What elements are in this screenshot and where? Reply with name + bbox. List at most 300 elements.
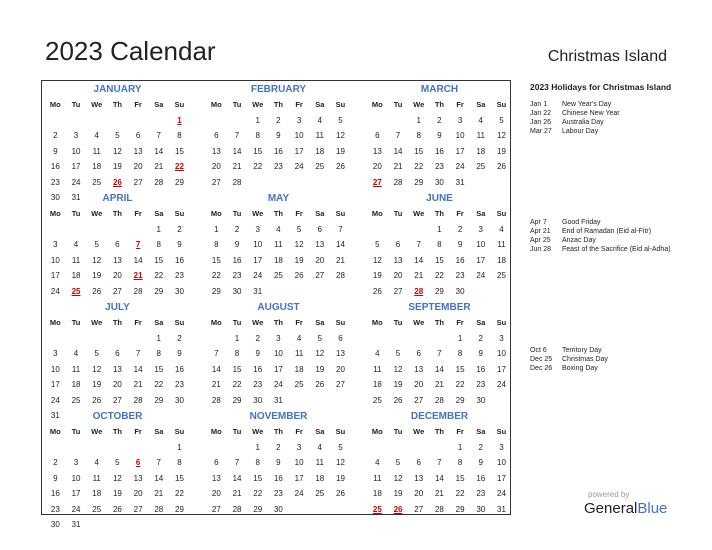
weekday-label: We — [413, 318, 425, 328]
day-cell: 17 — [455, 146, 465, 156]
day-cell: 25 — [294, 380, 304, 390]
day-cell: 9 — [437, 131, 442, 141]
month-september — [367, 301, 512, 408]
month-name: FEBRUARY — [250, 84, 307, 95]
month-may — [206, 192, 351, 299]
day-cell: 31 — [497, 504, 506, 514]
day-cell: 24 — [71, 177, 81, 187]
holiday-day-cell: 6 — [135, 458, 141, 468]
day-cell: 3 — [255, 224, 260, 234]
week-row — [367, 284, 512, 300]
weekday-header — [367, 206, 512, 222]
day-cell: 6 — [395, 240, 401, 250]
day-cell: 31 — [455, 177, 465, 187]
day-cell: 20 — [315, 255, 325, 265]
day-cell: 1 — [156, 333, 161, 343]
weekday-label: Fr — [456, 209, 464, 219]
week-row — [206, 128, 351, 144]
day-cell: 13 — [211, 473, 221, 483]
day-cell: 27 — [211, 504, 221, 514]
month-october — [45, 410, 190, 533]
weekday-header — [206, 424, 351, 440]
day-cell: 7 — [395, 131, 401, 141]
day-cell: 6 — [115, 240, 120, 250]
day-cell: 2 — [255, 333, 260, 343]
day-cell: 21 — [414, 271, 424, 281]
weekday-label: Mo — [49, 318, 61, 328]
weekday-header — [45, 315, 190, 331]
day-cell: 13 — [211, 146, 221, 156]
day-cell: 6 — [214, 131, 219, 141]
day-cell: 28 — [434, 504, 444, 514]
day-cell: 7 — [234, 458, 240, 468]
generalblue-logo[interactable] — [584, 500, 667, 517]
month-name: DECEMBER — [410, 411, 469, 422]
day-cell: 18 — [372, 380, 382, 390]
day-cell: 8 — [255, 131, 260, 141]
day-cell: 29 — [175, 504, 184, 514]
day-cell: 6 — [135, 131, 141, 141]
week-row — [367, 144, 512, 160]
week-row — [45, 237, 190, 253]
month-january — [45, 83, 190, 206]
week-row — [206, 284, 351, 300]
day-cell: 14 — [232, 473, 242, 483]
week-row — [367, 237, 512, 253]
day-cell: 20 — [112, 271, 122, 281]
day-cell: 4 — [317, 442, 322, 452]
day-cell: 10 — [50, 255, 60, 265]
day-cell: 10 — [294, 131, 304, 141]
holiday-date: Jan 26 — [530, 119, 552, 126]
day-cell: 19 — [315, 364, 325, 374]
day-cell: 5 — [115, 458, 120, 468]
day-cell: 17 — [50, 380, 60, 390]
day-cell: 11 — [373, 473, 382, 483]
day-cell: 9 — [478, 458, 483, 468]
day-cell: 29 — [434, 286, 444, 296]
weekday-label: Th — [112, 209, 122, 219]
day-cell: 31 — [71, 193, 81, 203]
day-cell: 25 — [315, 489, 325, 499]
day-cell: 7 — [156, 131, 161, 141]
month-name: AUGUST — [257, 302, 300, 313]
week-row — [206, 486, 351, 502]
weekday-label: Su — [335, 100, 346, 110]
day-cell: 28 — [154, 177, 164, 187]
day-cell: 15 — [414, 146, 424, 156]
day-cell: 24 — [273, 380, 283, 390]
day-cell: 19 — [336, 473, 345, 483]
day-cell: 11 — [294, 349, 304, 359]
holiday-date: Apr 25 — [530, 237, 551, 244]
weekday-label: Mo — [371, 318, 383, 328]
weekday-header — [206, 315, 351, 331]
weekday-label: Fr — [295, 427, 303, 437]
week-row — [367, 175, 512, 191]
weekday-label: Sa — [476, 318, 486, 328]
day-cell: 15 — [253, 473, 263, 483]
day-cell: 5 — [94, 240, 99, 250]
week-row — [206, 440, 351, 456]
holiday-day-cell: 1 — [177, 115, 182, 125]
week-row — [206, 346, 351, 362]
day-cell: 18 — [497, 255, 506, 265]
day-cell: 13 — [336, 349, 345, 359]
weekday-label: Sa — [315, 427, 325, 437]
day-cell: 2 — [276, 115, 281, 125]
day-cell: 23 — [50, 177, 60, 187]
day-cell: 25 — [476, 162, 486, 172]
week-row — [45, 455, 190, 471]
holiday-name: Australia Day — [562, 119, 604, 126]
day-cell: 19 — [497, 146, 506, 156]
day-cell: 28 — [393, 177, 403, 187]
day-cell: 2 — [457, 224, 463, 234]
week-row — [45, 486, 190, 502]
day-cell: 13 — [372, 146, 382, 156]
day-cell: 26 — [112, 504, 122, 514]
day-cell: 15 — [211, 255, 221, 265]
weekday-label: Tu — [393, 100, 403, 110]
day-cell: 27 — [211, 177, 221, 187]
day-cell: 21 — [434, 380, 444, 390]
holiday-item — [530, 109, 680, 118]
day-cell: 5 — [499, 115, 504, 125]
day-cell: 2 — [478, 442, 483, 452]
holiday-item — [530, 245, 680, 254]
day-cell: 9 — [457, 240, 463, 250]
day-cell: 20 — [336, 364, 345, 374]
day-cell: 16 — [476, 364, 486, 374]
month-march — [367, 83, 512, 190]
weekday-label: Th — [434, 318, 444, 328]
holiday-name: Chinese New Year — [562, 110, 620, 117]
weekday-label: Sa — [154, 100, 164, 110]
day-cell: 11 — [497, 240, 506, 250]
day-cell: 27 — [112, 286, 122, 296]
day-cell: 11 — [92, 146, 101, 156]
day-cell: 21 — [211, 380, 221, 390]
week-row — [45, 175, 190, 191]
day-cell: 12 — [336, 458, 345, 468]
day-cell: 3 — [53, 240, 58, 250]
weekday-header — [206, 206, 351, 222]
country-name: Christmas Island — [547, 48, 667, 65]
day-cell: 27 — [315, 271, 325, 281]
day-cell: 25 — [315, 162, 325, 172]
weekday-label: Fr — [134, 100, 142, 110]
day-cell: 24 — [71, 504, 81, 514]
day-cell: 14 — [434, 473, 444, 483]
holiday-day-cell: 25 — [71, 286, 81, 296]
day-cell: 28 — [154, 504, 164, 514]
holiday-item — [530, 118, 680, 127]
day-cell: 21 — [393, 162, 403, 172]
weekday-label: We — [252, 100, 264, 110]
weekday-header — [367, 315, 512, 331]
day-cell: 17 — [50, 271, 60, 281]
week-row — [206, 455, 351, 471]
day-cell: 7 — [437, 349, 442, 359]
day-cell: 23 — [476, 380, 486, 390]
holiday-item — [530, 236, 680, 245]
day-cell: 23 — [455, 271, 465, 281]
day-cell: 19 — [112, 489, 122, 499]
day-cell: 7 — [234, 131, 240, 141]
weekday-label: Sa — [315, 318, 325, 328]
day-cell: 25 — [92, 177, 102, 187]
week-row — [206, 113, 351, 129]
day-cell: 29 — [211, 286, 221, 296]
month-november — [206, 410, 351, 517]
holiday-name: Territory Day — [562, 347, 602, 354]
weekday-label: Su — [496, 318, 507, 328]
day-cell: 12 — [112, 146, 122, 156]
day-cell: 17 — [71, 162, 81, 172]
day-cell: 13 — [315, 240, 325, 250]
month-name: SEPTEMBER — [408, 302, 471, 313]
day-cell: 12 — [497, 131, 506, 141]
weekday-label: We — [252, 318, 264, 328]
day-cell: 2 — [478, 333, 483, 343]
day-cell: 1 — [156, 224, 161, 234]
day-cell: 18 — [71, 271, 81, 281]
day-cell: 15 — [175, 146, 184, 156]
day-cell: 14 — [154, 146, 164, 156]
day-cell: 22 — [455, 489, 465, 499]
week-row — [206, 377, 351, 393]
day-cell: 9 — [478, 349, 483, 359]
holiday-item — [530, 100, 680, 109]
day-cell: 1 — [255, 115, 260, 125]
week-row — [367, 222, 512, 238]
month-name: MAY — [267, 193, 290, 204]
day-cell: 20 — [211, 489, 221, 499]
day-cell: 23 — [476, 489, 486, 499]
weekday-label: Tu — [71, 100, 81, 110]
day-cell: 24 — [50, 395, 60, 405]
weekday-label: Th — [273, 427, 283, 437]
day-cell: 23 — [253, 380, 263, 390]
week-row — [206, 268, 351, 284]
day-cell: 23 — [273, 489, 283, 499]
day-cell: 3 — [296, 442, 302, 452]
weekday-label: Tu — [71, 318, 81, 328]
day-cell: 18 — [315, 146, 325, 156]
week-row — [206, 222, 351, 238]
holiday-day-cell: 22 — [175, 162, 184, 172]
day-cell: 18 — [372, 489, 382, 499]
week-row — [367, 253, 512, 269]
day-cell: 16 — [50, 162, 60, 172]
day-cell: 22 — [154, 271, 164, 281]
day-cell: 24 — [50, 286, 60, 296]
day-cell: 2 — [234, 224, 240, 234]
week-row — [45, 346, 190, 362]
month-april — [45, 192, 190, 299]
day-cell: 12 — [92, 364, 102, 374]
day-cell: 14 — [434, 364, 444, 374]
day-cell: 6 — [416, 458, 421, 468]
day-cell: 15 — [434, 255, 444, 265]
day-cell: 24 — [455, 162, 465, 172]
day-cell: 7 — [416, 240, 421, 250]
day-cell: 25 — [273, 271, 283, 281]
day-cell: 9 — [255, 349, 260, 359]
day-cell: 4 — [478, 115, 483, 125]
month-june — [367, 192, 512, 299]
day-cell: 17 — [294, 473, 304, 483]
weekday-label: Su — [174, 209, 185, 219]
weekday-label: Mo — [371, 209, 383, 219]
week-row — [45, 362, 190, 378]
day-cell: 14 — [232, 146, 242, 156]
day-cell: 30 — [50, 520, 60, 530]
week-row — [45, 253, 190, 269]
holiday-item — [530, 364, 680, 373]
day-cell: 16 — [455, 255, 465, 265]
month-august — [206, 301, 351, 408]
day-cell: 17 — [476, 255, 486, 265]
week-row — [206, 175, 351, 191]
day-cell: 22 — [175, 489, 184, 499]
weekday-label: Tu — [232, 427, 242, 437]
day-cell: 26 — [92, 395, 102, 405]
weekday-label: Mo — [49, 209, 61, 219]
day-cell: 4 — [94, 458, 99, 468]
day-cell: 16 — [232, 255, 242, 265]
day-cell: 10 — [455, 131, 465, 141]
month-december — [367, 410, 512, 517]
day-cell: 22 — [154, 380, 164, 390]
day-cell: 14 — [154, 473, 164, 483]
week-row — [45, 502, 190, 518]
day-cell: 22 — [253, 489, 263, 499]
day-cell: 10 — [253, 240, 263, 250]
week-row — [45, 393, 190, 409]
calendar-grid — [41, 80, 511, 530]
weekday-label: Th — [434, 209, 444, 219]
weekday-label: Th — [273, 209, 283, 219]
day-cell: 6 — [115, 349, 120, 359]
holiday-name: Boxing Day — [562, 365, 598, 372]
day-cell: 18 — [273, 255, 283, 265]
day-cell: 28 — [232, 504, 242, 514]
week-row — [45, 440, 190, 456]
day-cell: 17 — [497, 473, 506, 483]
day-cell: 6 — [375, 131, 380, 141]
day-cell: 21 — [154, 162, 164, 172]
week-row — [45, 284, 190, 300]
week-row — [367, 346, 512, 362]
holiday-name: Labour Day — [562, 128, 599, 135]
day-cell: 15 — [175, 473, 184, 483]
day-cell: 9 — [276, 131, 281, 141]
weekday-label: Tu — [232, 209, 242, 219]
weekday-label: Tu — [393, 427, 403, 437]
day-cell: 21 — [232, 489, 242, 499]
week-row — [206, 471, 351, 487]
day-cell: 29 — [154, 286, 164, 296]
day-cell: 31 — [253, 286, 263, 296]
day-cell: 29 — [414, 177, 424, 187]
day-cell: 14 — [336, 240, 345, 250]
weekday-label: Tu — [71, 427, 81, 437]
weekday-label: Th — [273, 100, 283, 110]
day-cell: 20 — [393, 271, 403, 281]
day-cell: 21 — [434, 489, 444, 499]
day-cell: 30 — [253, 395, 263, 405]
week-row — [206, 144, 351, 160]
weekday-label: Su — [496, 100, 507, 110]
weekday-header — [206, 97, 351, 113]
weekday-label: Fr — [456, 427, 464, 437]
weekday-header — [367, 97, 512, 113]
day-cell: 16 — [476, 473, 486, 483]
day-cell: 31 — [71, 520, 81, 530]
week-row — [367, 440, 512, 456]
day-cell: 30 — [476, 504, 486, 514]
day-cell: 10 — [273, 349, 283, 359]
day-cell: 3 — [73, 458, 79, 468]
week-row — [45, 144, 190, 160]
day-cell: 19 — [393, 380, 403, 390]
month-name: JULY — [105, 302, 130, 313]
day-cell: 24 — [294, 489, 304, 499]
day-cell: 8 — [234, 349, 240, 359]
weekday-label: Th — [273, 318, 283, 328]
holiday-date: Jun 28 — [530, 246, 552, 253]
holiday-item — [530, 355, 680, 364]
day-cell: 16 — [175, 364, 184, 374]
day-cell: 23 — [232, 271, 242, 281]
day-cell: 19 — [336, 146, 345, 156]
day-cell: 4 — [296, 333, 302, 343]
day-cell: 16 — [434, 146, 444, 156]
day-cell: 8 — [177, 131, 182, 141]
weekday-header — [45, 206, 190, 222]
weekday-label: Mo — [210, 100, 222, 110]
day-cell: 19 — [372, 271, 382, 281]
week-row — [206, 253, 351, 269]
weekday-header — [367, 424, 512, 440]
day-cell: 18 — [315, 473, 325, 483]
day-cell: 26 — [336, 162, 345, 172]
week-row — [206, 393, 351, 409]
day-cell: 25 — [92, 504, 102, 514]
holiday-name: Good Friday — [562, 219, 601, 226]
week-row — [45, 222, 190, 238]
day-cell: 14 — [393, 146, 403, 156]
day-cell: 27 — [112, 395, 122, 405]
day-cell: 2 — [53, 458, 58, 468]
day-cell: 28 — [133, 395, 143, 405]
holiday-date: Dec 26 — [530, 365, 553, 372]
day-cell: 22 — [455, 380, 465, 390]
day-cell: 5 — [375, 240, 380, 250]
weekday-label: We — [91, 318, 103, 328]
day-cell: 17 — [273, 364, 283, 374]
day-cell: 4 — [375, 349, 380, 359]
day-cell: 21 — [133, 380, 143, 390]
day-cell: 29 — [253, 504, 263, 514]
week-row — [367, 113, 512, 129]
day-cell: 9 — [53, 473, 58, 483]
day-cell: 8 — [437, 240, 442, 250]
weekday-label: We — [91, 209, 103, 219]
day-cell: 8 — [177, 458, 182, 468]
